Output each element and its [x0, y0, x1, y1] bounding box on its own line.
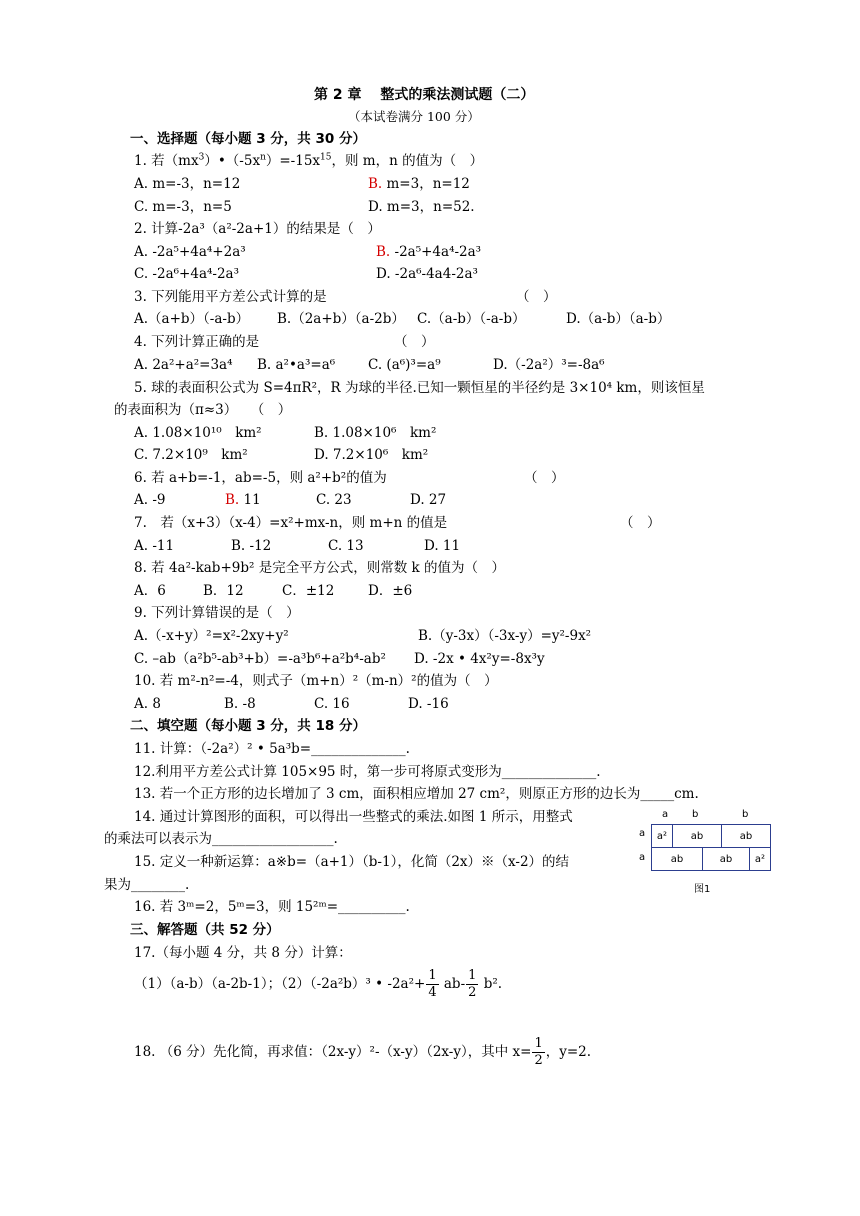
q15-line1: 15. 定义一种新运算：a※b=（a+1）（b-1），化简（2x）※（x-2）的结 — [134, 854, 570, 870]
fig-cell-ab-3: ab — [651, 847, 703, 871]
q10-option-d: D. -16 — [408, 696, 449, 712]
q12: 12.利用平方差公式计算 105×95 时，第一步可将原式变形为______________. — [134, 764, 601, 780]
q2-stem: 2. 计算-2a³（a²-2a+1）的结果是（ ） — [134, 221, 381, 237]
q16: 16. 若 3ᵐ=2，5ᵐ=3，则 15²ᵐ=__________. — [134, 899, 410, 915]
q1-option-c: C. m=-3，n=5 — [134, 199, 232, 215]
q3-stem: 3. 下列能用平方差公式计算的是 — [134, 289, 327, 305]
q7-option-b: B. -12 — [231, 538, 272, 554]
q17-parts: （1）（a-b）（a-2b-1）；（2）（-2a²b）³ • -2a²+ $\frac{1}{4}$ ab- $\frac{1}{2}$ b². — [134, 968, 503, 1000]
q13: 13. 若一个正方形的边长增加了 3 cm，面积相应增加 27 cm²，则原正方形的边长为_____cm. — [134, 786, 699, 802]
q9-option-b: B.（y-3x）（-3x-y）=y²-9x² — [418, 628, 592, 644]
fraction-one-quarter: $\frac{1}{4}$ — [428, 968, 437, 1000]
q8-option-d: D．±6 — [368, 583, 413, 599]
section-solve-heading: 三、解答题（共 52 分） — [130, 922, 280, 938]
q7-option-a: A. -11 — [134, 538, 175, 554]
q8-option-b: B．12 — [203, 583, 244, 599]
q3-paren: （ ） — [516, 289, 557, 305]
q10-option-c: C. 16 — [314, 696, 350, 712]
q3-option-a: A.（a+b）（-a-b） — [134, 311, 250, 327]
q6-option-c: C. 23 — [316, 492, 352, 508]
section-fill-heading: 二、填空题（每小题 3 分，共 18 分） — [130, 718, 366, 734]
q18: 18. （6 分）先化简，再求值：（2x-y）²-（x-y）（2x-y），其中 x= $\frac{1}{2}$ ，y=2. — [134, 1036, 592, 1068]
q3-option-c: C.（a-b）（-a-b） — [417, 311, 526, 327]
q14-line2: 的乘法可以表示为__________________. — [104, 831, 338, 847]
q6-paren: （ ） — [524, 470, 565, 486]
q2-option-b: B. -2a⁵+4a⁴-2a³ — [376, 244, 482, 260]
q8-option-c: C．±12 — [282, 583, 335, 599]
q5-option-b: B. 1.08×10⁶ km² — [314, 425, 437, 441]
q9-option-d: D. -2x • 4x²y=-8x³y — [414, 651, 545, 667]
fig-top-label-b2: b — [742, 809, 749, 820]
fig-side-label-a2: a — [639, 852, 646, 863]
q11: 11. 计算：（-2a²）² • 5a³b=______________. — [134, 741, 410, 757]
q8-stem: 8. 若 4a²-kab+9b² 是完全平方公式，则常数 k 的值为（ ） — [134, 560, 505, 576]
q5-option-a: A. 1.08×10¹⁰ km² — [134, 425, 262, 441]
q3-option-d: D.（a-b）（a-b） — [566, 311, 671, 327]
q1-option-d: D. m=3，n=52. — [368, 199, 475, 215]
fig-cell-ab-4: ab — [702, 847, 750, 871]
fig-cell-a2-top: a² — [651, 824, 673, 848]
q6-stem: 6. 若 a+b=-1，ab=-5，则 a²+b²的值为 — [134, 470, 387, 486]
q5-stem-line2: 的表面积为（π≈3） （ ） — [114, 402, 292, 418]
page-subtitle: （本试卷满分 100 分） — [348, 109, 480, 124]
q2-option-a: A. -2a⁵+4a⁴+2a³ — [134, 244, 246, 260]
q4-option-d: D.（-2a²）³=-8a⁶ — [493, 357, 605, 373]
q2-option-c: C. -2a⁶+4a⁴-2a³ — [134, 266, 240, 282]
q8-option-a: A．6 — [134, 583, 166, 599]
q5-stem-line1: 5. 球的表面积公式为 S=4πR²，R 为球的半径.已知一颗恒星的半径约是 3×10⁴ km，则该恒星 — [134, 380, 705, 396]
q10-stem: 10. 若 m²-n²=-4，则式子（m+n）²（m-n）²的值为（ ） — [134, 673, 498, 689]
q4-stem: 4. 下列计算正确的是 — [134, 334, 260, 350]
fig-cell-a2-bottom: a² — [749, 847, 771, 871]
q2-option-d: D. -2a⁶-4a4-2a³ — [376, 266, 478, 282]
q7-paren: （ ） — [620, 515, 661, 531]
q3-option-b: B.（2a+b）（a-2b） — [277, 311, 405, 327]
q10-option-b: B. -8 — [224, 696, 256, 712]
q4-option-a: A. 2a²+a²=3a⁴ — [134, 357, 233, 373]
figure-1 — [636, 808, 776, 898]
q7-option-c: C. 13 — [328, 538, 364, 554]
q15-line2: 果为________. — [104, 877, 190, 893]
q1-stem: 1. 若$(mx^3)•(-5x^n)=-15x^{15}$，则 m，n 的值为（ ） — [134, 152, 484, 169]
q6-option-b: B. 11 — [225, 492, 261, 508]
q4-paren: （ ） — [394, 334, 435, 350]
section-choice-heading: 一、选择题（每小题 3 分，共 30 分） — [130, 131, 366, 147]
q14-line1: 14. 通过计算图形的面积，可以得出一些整式的乘法.如图 1 所示，用整式 — [134, 809, 573, 825]
page-title: 第 2 章 整式的乘法测试题（二） — [314, 87, 535, 103]
q9-stem: 9. 下列计算错误的是（ ） — [134, 605, 300, 621]
fig-caption: 图1 — [694, 884, 711, 895]
q6-option-d: D. 27 — [410, 492, 447, 508]
q1-option-b: B. m=3，n=12 — [368, 176, 470, 192]
q9-option-a: A.（-x+y）²=x²-2xy+y² — [134, 628, 289, 644]
q7-stem: 7. 若（x+3）（x-4）=x²+mx-n，则 m+n 的值是 — [134, 515, 448, 531]
q9-option-c: C. –ab（a²b⁵-ab³+b）=-a³b⁶+a²b⁴-ab² — [134, 651, 386, 667]
fig-cell-ab-2: ab — [721, 824, 771, 848]
fig-cell-ab-1: ab — [672, 824, 722, 848]
fraction-one-half: $\frac{1}{2}$ — [468, 968, 477, 1000]
q1-option-a: A. m=-3，n=12 — [134, 176, 241, 192]
fig-top-label-a: a — [662, 809, 669, 820]
q10-option-a: A. 8 — [134, 696, 161, 712]
fig-top-label-b1: b — [692, 809, 699, 820]
q4-option-b: B. a²•a³=a⁶ — [257, 357, 336, 373]
q7-option-d: D. 11 — [424, 538, 461, 554]
q5-option-d: D. 7.2×10⁶ km² — [314, 447, 429, 463]
q4-option-c: C. (a⁶)³=a⁹ — [368, 357, 441, 373]
fraction-x-value: $\frac{1}{2}$ — [534, 1036, 543, 1068]
fig-side-label-a1: a — [639, 828, 646, 839]
q17-stem: 17.（每小题 4 分，共 8 分）计算： — [134, 945, 352, 961]
q6-option-a: A. -9 — [134, 492, 166, 508]
q5-option-c: C. 7.2×10⁹ km² — [134, 447, 248, 463]
